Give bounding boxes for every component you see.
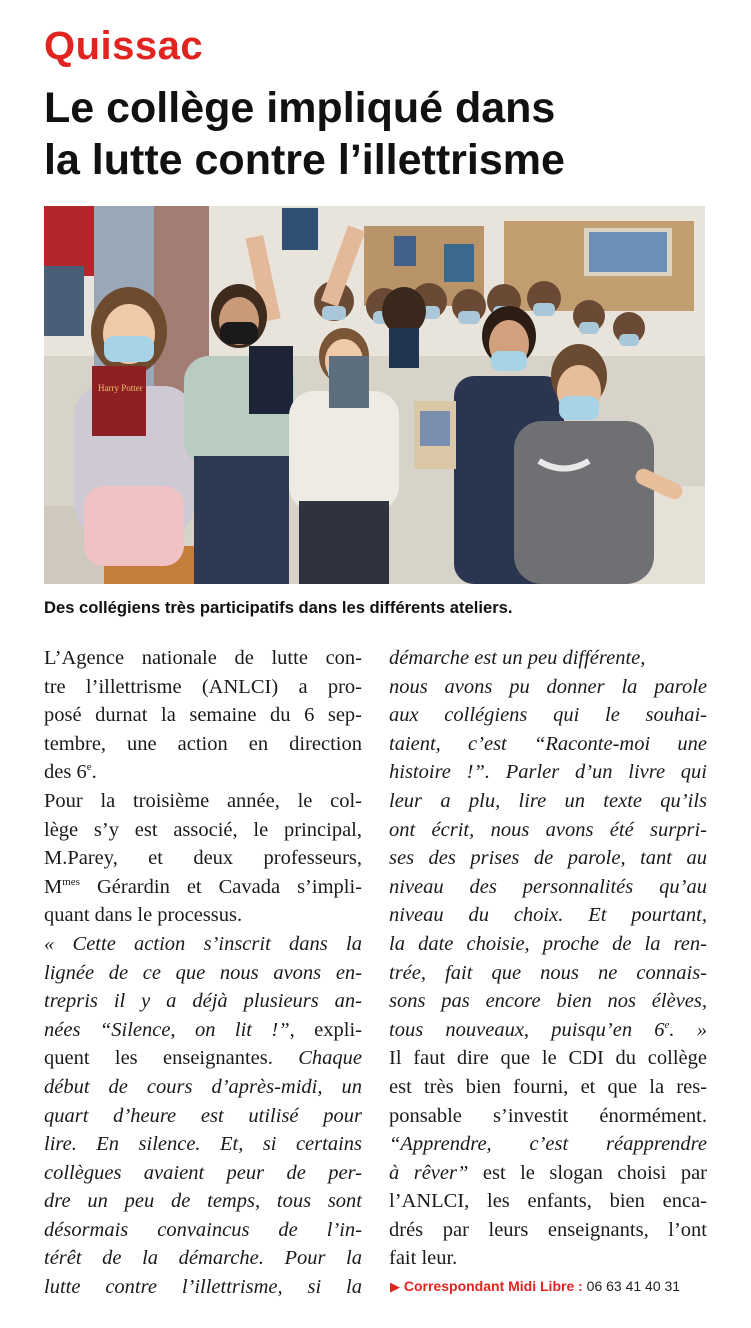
body-line: quart d’heure est utilisé pour — [44, 1104, 362, 1127]
body-line: lège s’y est associé, le principal, — [44, 818, 362, 841]
body-line: ont écrit, nous avons été surpri- — [389, 818, 707, 841]
body-line: M.Parey, et deux professeurs, — [44, 847, 362, 870]
body-line: à rêver” est le slogan choisi par — [389, 1161, 708, 1184]
body-line: fait leur. — [389, 1247, 458, 1270]
body-line: leur a plu, lire un texte qu’ils — [389, 789, 707, 812]
photo-caption: Des collégiens très participatifs dans les différents ateliers. — [44, 598, 513, 617]
body-line: « Cette action s’inscrit dans la — [44, 932, 362, 955]
body-line: L’Agence nationale de lutte con- — [44, 647, 362, 669]
body-line: lutte contre l’illettrisme, si la — [44, 1276, 362, 1299]
body-line: niveau des personnalités qu’au — [389, 875, 707, 898]
body-line: début de cours d’après-midi, un — [44, 1075, 362, 1098]
body-line: quant dans le processus. — [44, 904, 243, 927]
byline-arrow-icon: ▶ — [390, 1279, 400, 1294]
body-line: démarche est un peu différente, — [389, 647, 646, 669]
body-line: ponsable s’investit énormément. — [389, 1104, 707, 1127]
body-line: trée, fait que nous ne connais- — [389, 961, 707, 984]
body-line: sons pas encore bien nos élèves, — [389, 990, 707, 1013]
body-line: lignée de ce que nous avons en- — [44, 961, 362, 984]
body-line: tous nouveaux, puisqu’en 6e. » — [389, 1018, 707, 1041]
body-line: trepris il y a déjà plusieurs an- — [44, 990, 362, 1013]
body-line: $M^{mes}$ Gérardin et Cavada s’impli- — [44, 875, 362, 898]
article-headline — [44, 82, 724, 186]
body-line: nous avons pu donner la parole — [389, 675, 707, 698]
body-line: l’ANLCI, les enfants, bien enca- — [389, 1190, 707, 1213]
body-line: des 6e. — [44, 761, 97, 784]
headline-line: la lutte contre l’illettrisme — [44, 136, 565, 184]
byline-label: Correspondant Midi Libre : — [403, 1278, 583, 1294]
body-line: histoire !”. Parler d’un livre qui — [389, 761, 707, 784]
body-line: la date choisie, proche de la ren- — [389, 932, 707, 955]
byline — [390, 1278, 680, 1295]
headline-line: Le collège impliqué dans — [44, 84, 556, 132]
body-line: tre l’illettrisme (ANLCI) a pro- — [44, 675, 362, 698]
body-line: nées “Silence, on lit !”, expli- — [44, 1018, 362, 1041]
body-column-2 — [389, 644, 707, 1273]
article-photo — [44, 206, 705, 584]
photo-book-title: Harry Potter — [98, 383, 143, 393]
body-line: est très bien fourni, et que la res- — [389, 1075, 707, 1098]
body-line: Il faut dire que le CDI du collège — [389, 1047, 707, 1070]
body-line: collègues avaient peur de per- — [44, 1161, 362, 1184]
body-line: “Apprendre, c’est réapprendre — [389, 1133, 707, 1156]
body-line: dre un peu de temps, tous sont — [44, 1190, 362, 1213]
body-line: posé durnat la semaine du 6 sep- — [44, 704, 362, 727]
body-column-1 — [44, 644, 362, 1302]
body-line: ses des prises de parole, tant au — [389, 847, 707, 870]
body-line: quent les enseignantes. Chaque — [44, 1047, 362, 1070]
body-line: drés par leurs enseignants, l’ont — [389, 1218, 707, 1241]
body-line: niveau du choix. Et pourtant, — [389, 904, 707, 927]
body-line: aux collégiens qui le souhai- — [389, 704, 707, 727]
body-line: désormais convaincus de l’in- — [44, 1218, 362, 1241]
body-line: lire. En silence. Et, si certains — [44, 1133, 362, 1156]
body-line: tembre, une action en direction — [44, 732, 362, 755]
body-line: taient, c’est “Raconte-moi une — [389, 732, 707, 755]
byline-phone: 06 63 41 40 31 — [586, 1278, 681, 1294]
body-line: térêt de la démarche. Pour la — [44, 1247, 362, 1270]
article-kicker: Quissac — [44, 24, 204, 68]
body-line: Pour la troisième année, le col- — [44, 789, 362, 812]
